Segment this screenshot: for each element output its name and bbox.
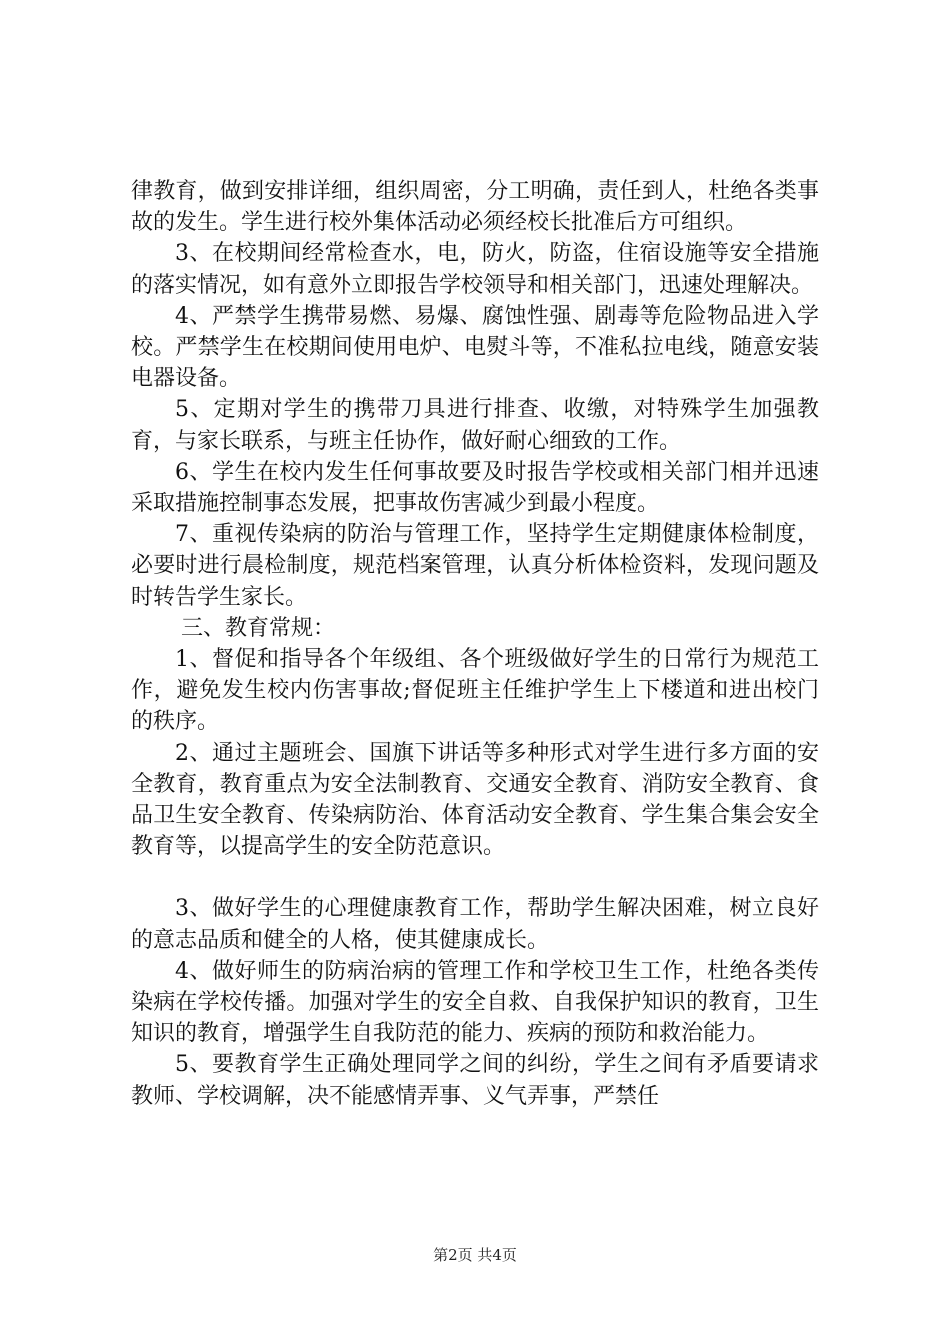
paragraph-routine-3: 3、做好学生的心理健康教育工作，帮助学生解决困难，树立良好的意志品质和健全的人格，使其健康成长。 bbox=[131, 896, 819, 953]
paragraph-gap bbox=[131, 862, 819, 893]
paragraph-item-7: 7、重视传染病的防治与管理工作，坚持学生定期健康体检制度，必要时进行晨检制度，规范档案管理，认真分析体检资料，发现问题及时转告学生家长。 bbox=[131, 522, 819, 610]
paragraph-routine-4: 4、做好师生的防病治病的管理工作和学校卫生工作，杜绝各类传染病在学校传播。加强对学生的安全自救、自我保护知识的教育，卫生知识的教育，增强学生自我防范的能力、疾病的预防和救治能力。 bbox=[131, 958, 819, 1047]
paragraph-item-5: 5、定期对学生的携带刀具进行排查、收缴，对特殊学生加强教育，与家长联系，与班主任协作，做好耐心细致的工作。 bbox=[131, 397, 819, 454]
paragraph-item-3: 3、在校期间经常检查水，电，防火，防盗，住宿设施等安全措施的落实情况，如有意外立即报告学校领导和相关部门，迅速处理解决。 bbox=[131, 241, 819, 298]
paragraph-routine-5: 5、要教育学生正确处理同学之间的纠纷，学生之间有矛盾要请求教师、学校调解，决不能感情弄事、义气弄事，严禁任 bbox=[131, 1052, 819, 1109]
paragraph-routine-1: 1、督促和指导各个年级组、各个班级做好学生的日常行为规范工作，避免发生校内伤害事故;督促班主任维护学生上下楼道和进出校门的秩序。 bbox=[131, 647, 819, 735]
paragraph-continuation: 律教育，做到安排详细，组织周密，分工明确，责任到人，杜绝各类事故的发生。学生进行校外集体活动必须经校长批准后方可组织。 bbox=[131, 179, 819, 236]
document-body bbox=[131, 176, 819, 1112]
paragraph-routine-2: 2、通过主题班会、国旗下讲话等多种形式对学生进行多方面的安全教育，教育重点为安全法制教育、交通安全教育、消防安全教育、食品卫生安全教育、传染病防治、体育活动安全教育、学生集合集会安全教育等，以提高学生的安全防范意识。 bbox=[131, 740, 819, 860]
section-heading-education-routine: 三、教育常规： bbox=[181, 615, 336, 641]
paragraph-item-4: 4、严禁学生携带易燃、易爆、腐蚀性强、剧毒等危险物品进入学校。严禁学生在校期间使用电炉、电熨斗等，不准私拉电线，随意安装电器设备。 bbox=[131, 303, 819, 392]
page-number-footer: 第2页 共4页 bbox=[433, 1246, 517, 1264]
paragraph-item-6: 6、学生在校内发生任何事故要及时报告学校或相关部门相并迅速采取措施控制事态发展，把事故伤害减少到最小程度。 bbox=[131, 459, 819, 517]
